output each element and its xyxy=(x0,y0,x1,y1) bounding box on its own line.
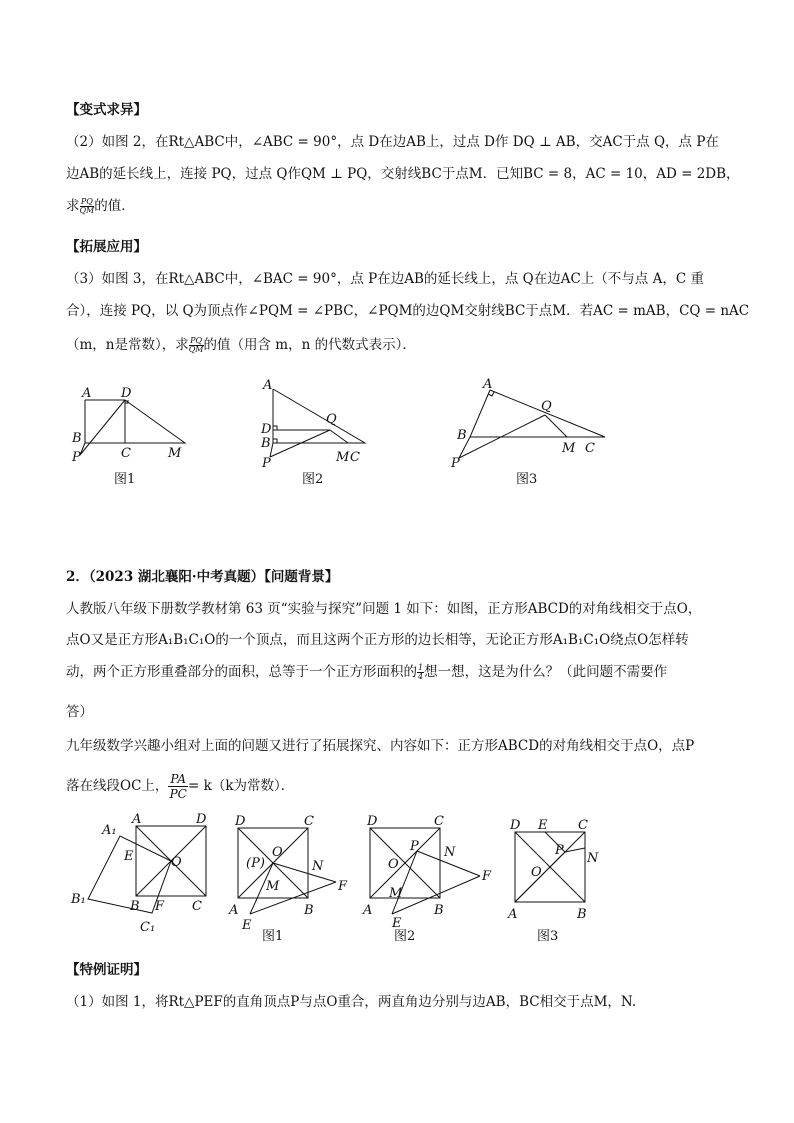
fig1-label-a: A xyxy=(82,386,92,401)
q2-fraction xyxy=(80,198,95,215)
bf0-label-b1: B₁ xyxy=(71,892,86,907)
bf3-label-a: A xyxy=(508,907,518,922)
q2-line1: （2）如图 2，在Rt△ABC中，∠ABC = 90°，点 D在边AB上，过点 D作 DQ ⊥ AB，交AC于点 Q，点 P在 xyxy=(66,134,719,150)
q2-line3-post: 的值． xyxy=(94,198,135,214)
bf2-label-f: F xyxy=(482,869,492,884)
bf3-label-p: P xyxy=(555,843,564,858)
bf3-label-d: D xyxy=(510,818,521,833)
problem2-line2: 点O又是正方形A₁B₁C₁O的一个顶点，而且这两个正方形的边长相等，无论正方形A₁B₁C₁O绕点O怎样转 xyxy=(66,632,689,648)
fig3-label-b: B xyxy=(457,428,467,443)
bf0-label-a1: A₁ xyxy=(102,823,117,838)
fig2-label-p: P xyxy=(262,456,271,471)
fig2-label-a: A xyxy=(263,378,273,393)
bf1-label-f: F xyxy=(338,879,348,894)
fig2-right-angle-b xyxy=(273,439,277,443)
bf0-label-c: C xyxy=(192,899,202,914)
fig1-label-m: M xyxy=(168,446,182,461)
heading-variant: 【变式求异】 xyxy=(66,102,147,118)
bf3-label-n: N xyxy=(587,851,599,866)
figure-1-bottom xyxy=(228,810,358,945)
fig1-segment-pd xyxy=(80,400,125,455)
problem2-line5: 九年级数学兴趣小组对上面的问题又进行了拓展探究、内容如下：正方形ABCD的对角线相交于点O，点P xyxy=(66,738,695,754)
fig2-right-angle-d xyxy=(273,426,277,430)
problem2-line6-post: = k（k为常数）． xyxy=(188,778,295,794)
q3-line3-post: 的值（用含 m，n 的代数式表示）． xyxy=(203,337,416,353)
q3-line3-pre: （m，n是常数），求 xyxy=(66,337,189,353)
fig3-label-a: A xyxy=(483,377,493,392)
fig1-label-c: C xyxy=(121,446,131,461)
q3-line2: 合），连接 PQ，以 Q为顶点作∠PQM = ∠PBC，∠PQM的边QM交射线BC于点M．若AC = mAB，CQ = nAC xyxy=(66,303,750,319)
q3-line1: （3）如图 3，在Rt△ABC中，∠BAC = 90°，点 P在边AB的延长线上，点 Q在边AC上（不与点 A，C 重 xyxy=(66,271,704,287)
fig3-label-q: Q xyxy=(541,399,552,414)
bf1-label-a: A xyxy=(229,903,239,918)
q3-line3 xyxy=(66,335,416,355)
fig2-label-q: Q xyxy=(326,412,337,427)
problem2-line3-post: 想一想，这是为什么？（此问题不需要作 xyxy=(424,664,668,680)
q2-frac-num: PQ xyxy=(80,197,93,206)
fig3-segment-qm xyxy=(545,415,567,437)
q3-frac-num: PQ xyxy=(190,336,203,345)
bf1-label-n: N xyxy=(312,859,324,874)
quarter-den: 4 xyxy=(418,672,424,681)
q3-frac-den: QM xyxy=(188,345,204,354)
bf2-label-m: M xyxy=(389,886,403,901)
q2-line2: 边AB的延长线上，连接 PQ，过点 Q作QM ⊥ PQ，交射线BC于点M．已知BC = 8，AC = 10，AD = 2DB， xyxy=(66,166,740,182)
problem2-title: 2．（2023 湖北襄阳·中考真题）【问题背景】 xyxy=(66,569,339,585)
bf2-label-c: C xyxy=(434,814,444,829)
special-proof-line1: （1）如图 1，将Rt△PEF的直角顶点P与点O重合，两直角边分别与边AB，BC相交于点M，N. xyxy=(66,994,637,1010)
fig1-label-p: P xyxy=(72,450,81,465)
heading-extend: 【拓展应用】 xyxy=(66,239,147,255)
problem2-line3 xyxy=(66,662,667,682)
bf3-label-c: C xyxy=(578,818,588,833)
problem2-line6-pre: 落在线段OC上， xyxy=(66,778,169,794)
fig2-caption: 图2 xyxy=(302,472,324,487)
fig3-label-p: P xyxy=(451,456,460,471)
bf0-label-a: A xyxy=(132,812,142,827)
bf3-label-o: O xyxy=(531,865,542,880)
heading-special-proof: 【特例证明】 xyxy=(66,962,147,978)
bf1-label-e: E xyxy=(242,918,252,933)
fig1-outline xyxy=(85,400,185,443)
bf3-label-b: B xyxy=(577,907,587,922)
bf0-label-c1: C₁ xyxy=(140,920,156,935)
bf1-caption: 图1 xyxy=(262,929,284,944)
bf2-label-b: B xyxy=(434,903,444,918)
bf0-label-d: D xyxy=(196,812,207,827)
bf0-label-f: F xyxy=(155,899,165,914)
bf3-label-e: E xyxy=(538,818,548,833)
q3-fraction xyxy=(189,337,204,354)
bf1-label-b: B xyxy=(304,903,314,918)
figure-rotated-squares xyxy=(68,810,228,940)
q2-frac-den: QM xyxy=(79,206,95,215)
figure-2-top xyxy=(250,375,390,490)
bf2-label-o: O xyxy=(388,857,399,872)
problem2-line3-pre: 动，两个正方形重叠部分的面积，总等于一个正方形面积的 xyxy=(66,664,417,680)
fig1-label-b: B xyxy=(72,431,82,446)
problem2-line6 xyxy=(66,772,294,801)
bf1-label-o: O xyxy=(272,845,283,860)
bf1-label-p: (P) xyxy=(246,856,265,871)
bf2-label-n: N xyxy=(444,845,456,860)
bf2-label-d: D xyxy=(367,814,378,829)
fig1-caption: 图1 xyxy=(114,472,136,487)
figure-3-bottom xyxy=(505,810,625,945)
bf0-label-b: B xyxy=(130,899,140,914)
fig2-label-m: M xyxy=(336,450,350,465)
bf2-label-p: P xyxy=(410,839,419,854)
bf2-caption: 图2 xyxy=(394,929,416,944)
bf2-label-e: E xyxy=(392,916,402,931)
fig2-label-d: D xyxy=(261,422,272,437)
fig2-label-c: C xyxy=(350,450,360,465)
fig3-label-m: M xyxy=(562,441,576,456)
bf3-caption: 图3 xyxy=(537,929,559,944)
k-frac-den: PC xyxy=(169,787,187,801)
q2-line3-pre: 求 xyxy=(66,198,80,214)
bf2-label-a: A xyxy=(363,903,373,918)
fig3-triangle xyxy=(470,390,605,437)
figure-3-top xyxy=(445,375,625,490)
bf0-label-e: E xyxy=(124,849,134,864)
fig1-label-d: D xyxy=(121,386,132,401)
fig3-caption: 图3 xyxy=(516,472,538,487)
figure-1-top xyxy=(60,375,260,490)
figure-2-bottom xyxy=(362,810,502,945)
bf0-label-o: O xyxy=(171,855,182,870)
quarter-num: 1 xyxy=(418,663,424,672)
problem2-line4: 答） xyxy=(66,704,93,720)
fig3-label-c: C xyxy=(585,441,595,456)
k-frac-num: PA xyxy=(170,772,187,786)
bf1-label-d: D xyxy=(235,814,246,829)
fig2-label-b: B xyxy=(261,436,271,451)
problem2-line1: 人教版八年级下册数学教材第 63 页“实验与探究”问题 1 如下：如图，正方形ABCD的对角线相交于点O， xyxy=(66,601,702,617)
bf1-label-m: M xyxy=(266,879,280,894)
problem2-k-fraction xyxy=(168,772,188,801)
q2-line3 xyxy=(66,196,135,216)
bf1-label-c: C xyxy=(304,814,314,829)
